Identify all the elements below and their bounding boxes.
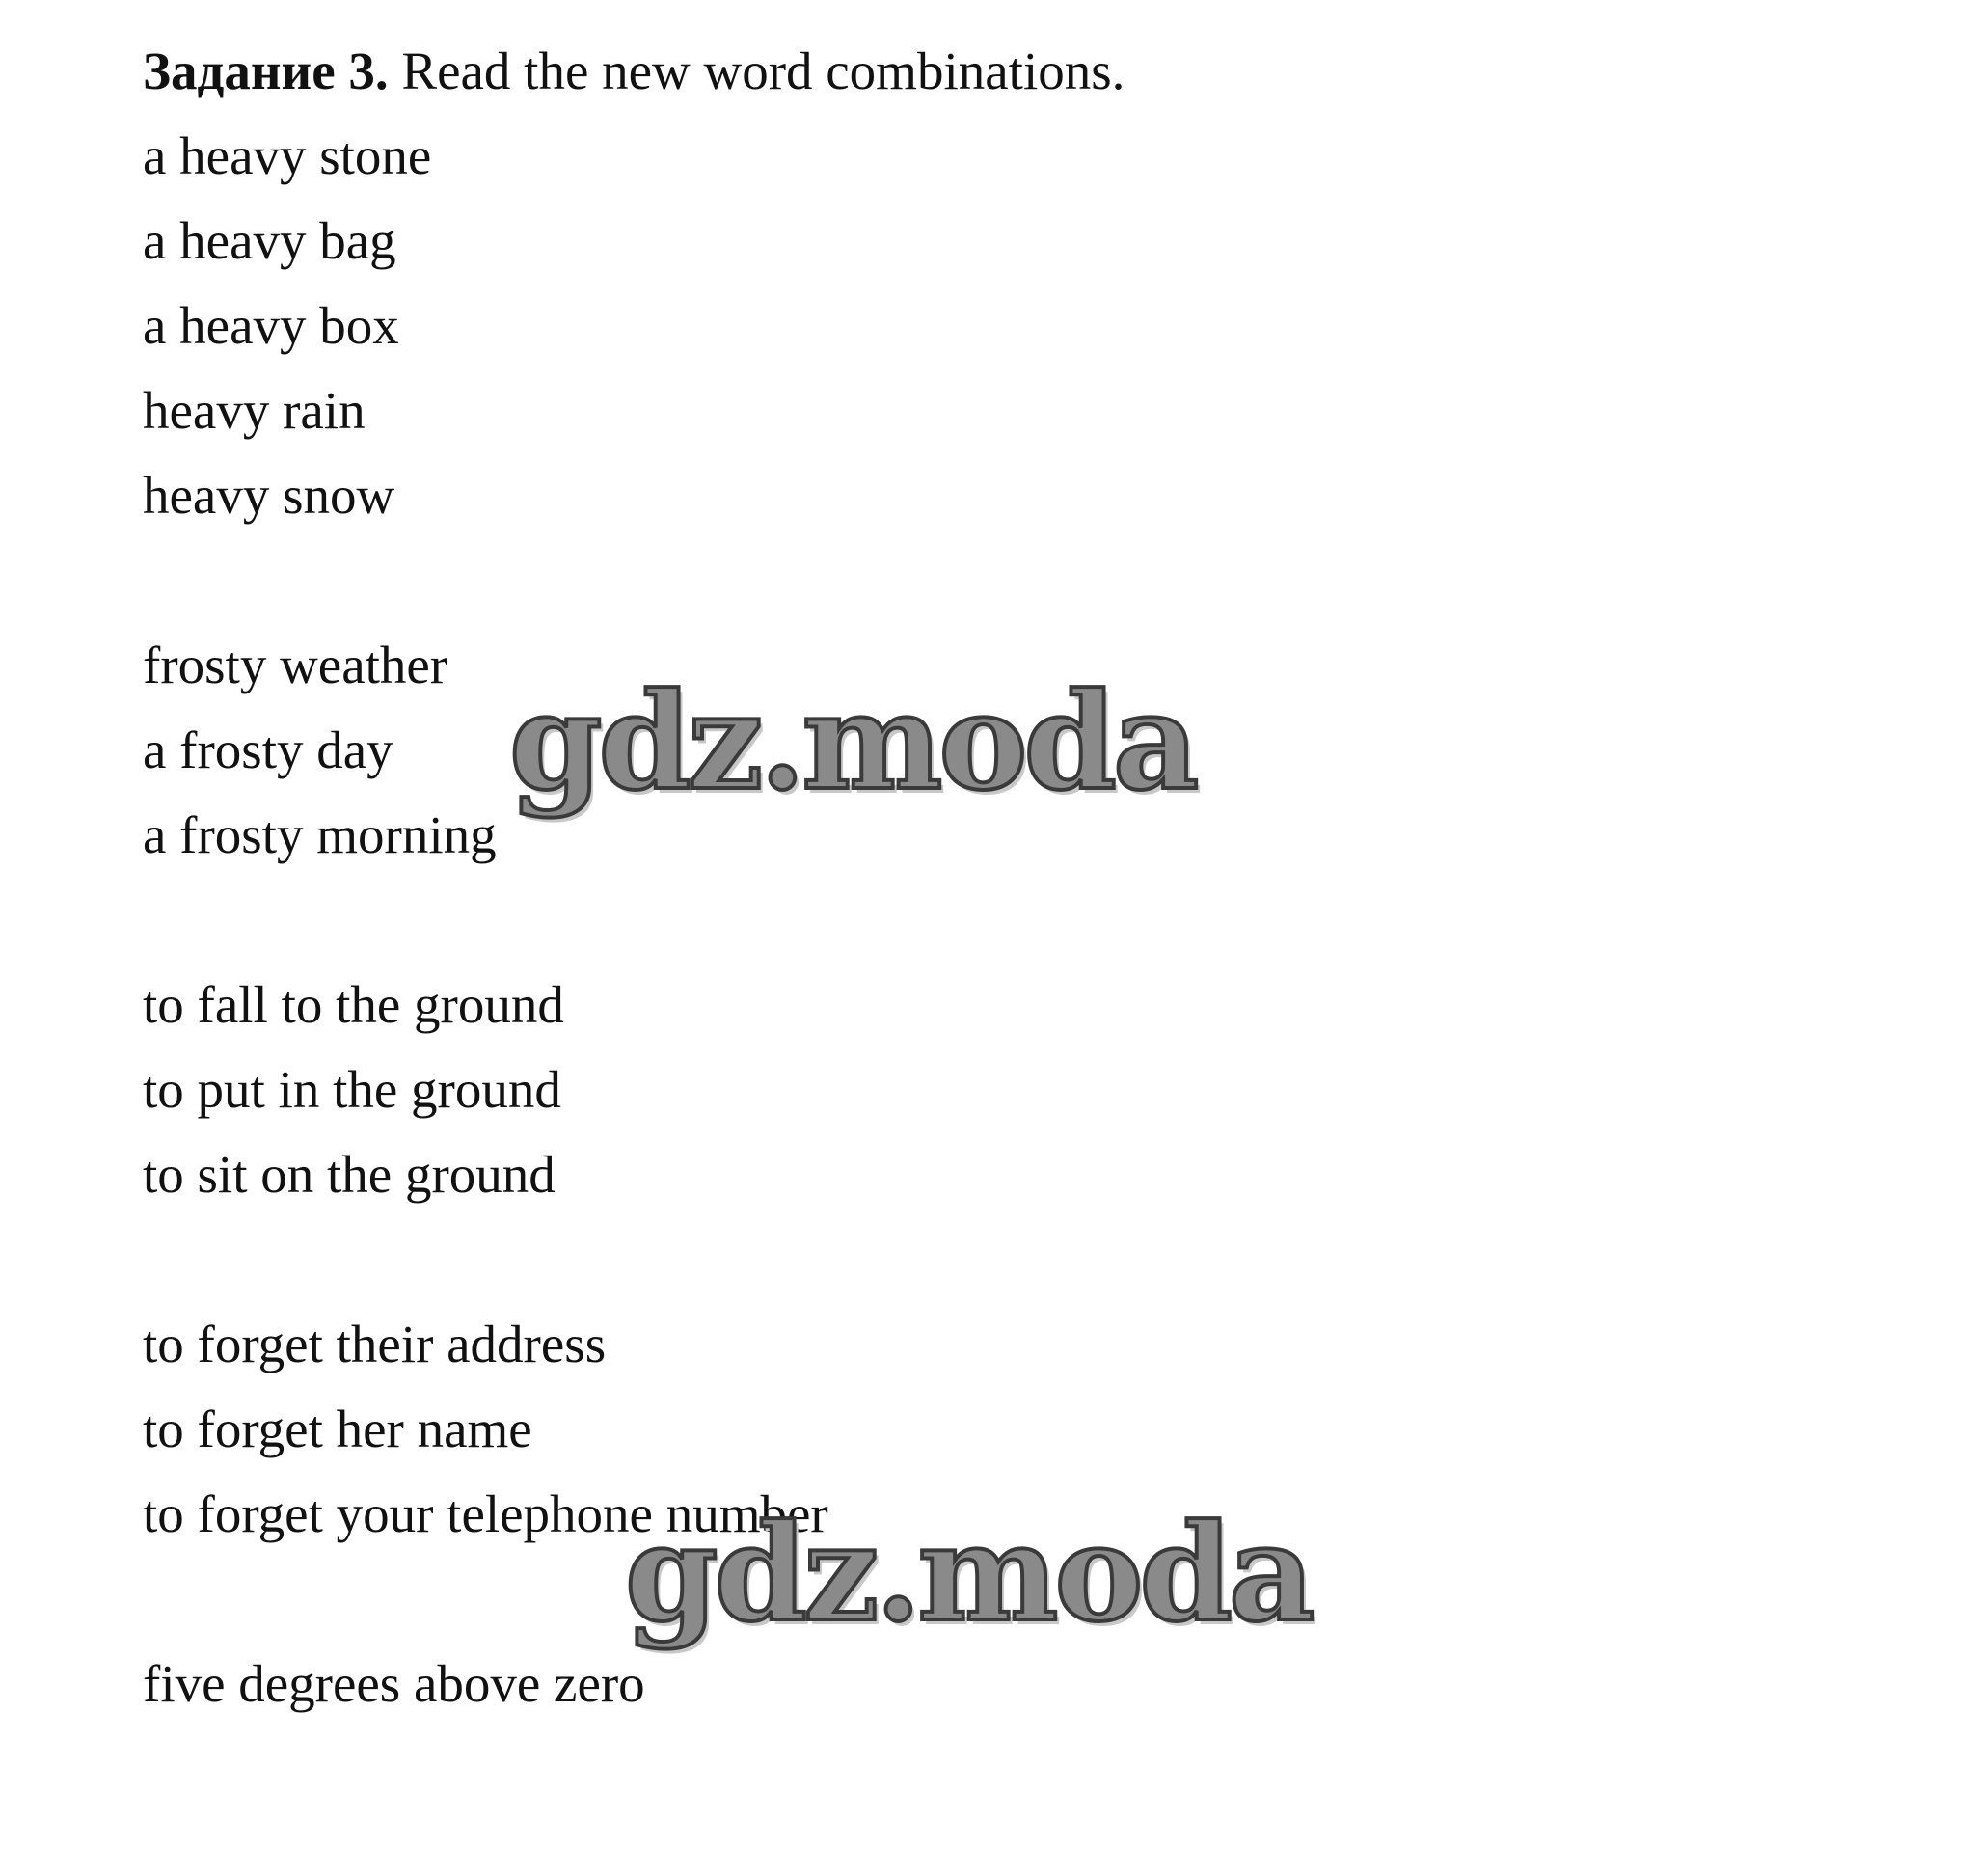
- word-combination: to sit on the ground: [143, 1145, 556, 1204]
- task-heading: [143, 29, 1927, 114]
- word-combination: frosty weather: [143, 636, 448, 694]
- word-combination: to fall to the ground: [143, 975, 564, 1034]
- word-combination: heavy rain: [143, 381, 366, 440]
- task-label: Задание 3.: [143, 41, 389, 100]
- word-combination: a heavy stone: [143, 126, 432, 185]
- word-combination: to forget your telephone number: [143, 1484, 828, 1543]
- word-combination: five degrees above zero: [143, 1654, 645, 1713]
- task-instruction: Read the new word combinations.: [401, 41, 1125, 100]
- word-combination: a frosty day: [143, 720, 393, 779]
- word-combination: a frosty morning: [143, 805, 497, 864]
- group-spacer: [143, 1217, 1927, 1302]
- group-spacer: [143, 538, 1927, 623]
- watermark: gdz.moda: [509, 663, 1196, 820]
- watermark: gdz.moda: [625, 1494, 1312, 1651]
- word-combination: to forget her name: [143, 1400, 532, 1458]
- word-combination: to put in the ground: [143, 1060, 561, 1119]
- word-combination: heavy snow: [143, 466, 395, 525]
- word-combination: to forget their address: [143, 1315, 607, 1373]
- word-combination: a heavy bag: [143, 211, 396, 270]
- document-page: [143, 29, 1927, 1726]
- word-combination: a heavy box: [143, 296, 399, 355]
- group-spacer: [143, 878, 1927, 963]
